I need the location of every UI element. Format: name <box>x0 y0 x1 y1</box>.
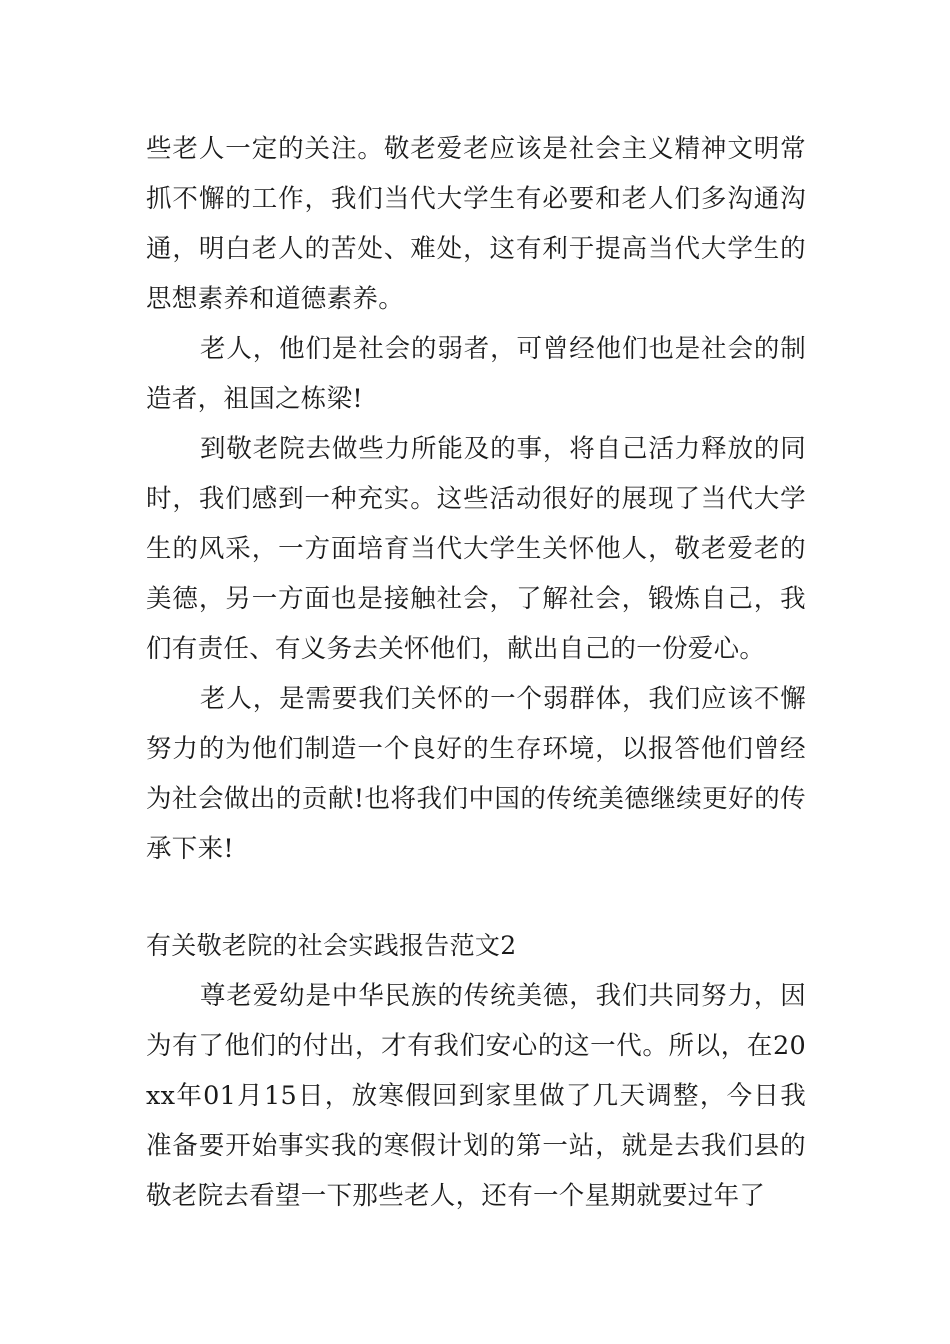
paragraph-care-for-elderly: 老人，是需要我们关怀的一个弱群体，我们应该不懈努力的为他们制造一个良好的生存环境，以报答他们曾经为社会做出的贡献!也将我们中国的传统美德继续更好的传承下来! <box>146 684 806 864</box>
document-page <box>146 124 806 1221</box>
paragraph-respect-elders: 尊老爱幼是中华民族的传统美德，我们共同努力，因为有了他们的付出，才有我们安心的这一代。所以，在20xx年01月15日，放寒假回到家里做了几天调整，今日我准备要开始事实我的寒假计划的第一站，就是去我们县的敬老院去看望一下那些老人，还有一个星期就要过年了 <box>146 981 806 1211</box>
paragraph-nursing-home-activities: 到敬老院去做些力所能及的事，将自己活力释放的同时，我们感到一种充实。这些活动很好的展现了当代大学生的风采，一方面培育当代大学生关怀他人，敬老爱老的美德，另一方面也是接触社会，了解社会，锻炼自己，我们有责任、有义务去关怀他们，献出自己的一份爱心。 <box>146 434 806 664</box>
paragraph-elderly-builders: 老人，他们是社会的弱者，可曾经他们也是社会的制造者，祖国之栋梁! <box>146 334 806 414</box>
section-heading: 有关敬老院的社会实践报告范文2 <box>146 931 517 960</box>
paragraph-continuation: 些老人一定的关注。敬老爱老应该是社会主义精神文明常抓不懈的工作，我们当代大学生有必要和老人们多沟通沟通，明白老人的苦处、难处，这有利于提高当代大学生的思想素养和道德素养。 <box>146 134 806 314</box>
